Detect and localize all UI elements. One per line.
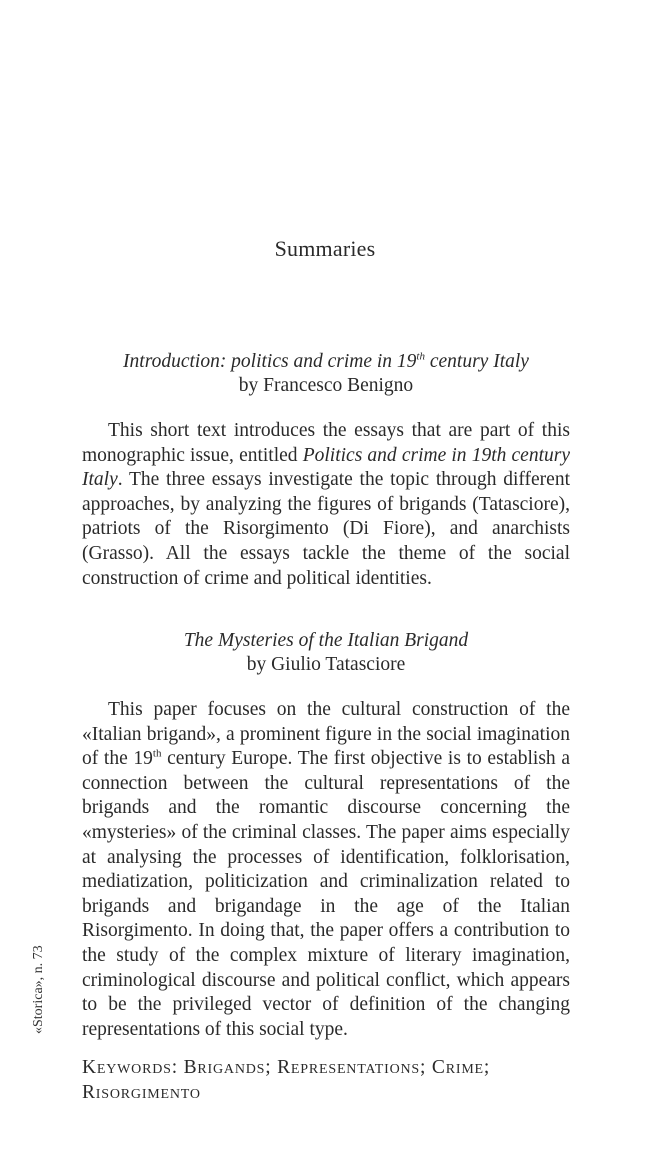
keywords: Keywords: Brigands; Representations; Crime; Risorgimento <box>82 1057 491 1103</box>
running-head: «Storica», n. 73 <box>31 945 46 1034</box>
summary-title: The Mysteries of the Italian Brigand <box>183 630 469 651</box>
summary-author: by Francesco Benigno <box>238 375 414 396</box>
summary-heading <box>82 350 570 398</box>
summary-heading <box>82 629 570 677</box>
summary-author: by Giulio Tatasciore <box>246 654 406 675</box>
summary-abstract: This short text introduces the essays that are part of this monographic issue, entitled Politics and crime in 19th century Italy. The three essays investigate the topic through different approaches, by analyzing the figures of brigands (Tatasciore), patriots of the Risorgimento (Di Fiore), and anarchists (Grasso). All the essays tackle the theme of the social construction of crime and political identities. <box>82 420 570 589</box>
summary-title: Introduction: politics and crime in 19th century Italy <box>123 350 529 372</box>
summary-benigno <box>82 350 570 591</box>
summary-abstract: This paper focuses on the cultural construction of the «Italian brigand», a prominent figure in the social imagination of the 19th century Europe. The first objective is to establish a connection between the cultural representations of the brigands and the romantic discourse concerning the «mysteries» of the criminal classes. The paper aims especially at analysing the processes of identification, folklorisation, mediatization, politicization and criminalization related to brigands and brigandage in the age of the Italian Risorgimento. In doing that, the paper offers a contribution to the study of the complex mixture of literary imagination, criminological discourse and political conflict, which appears to be the privileged vector of definition of the changing representations of this social type. <box>82 699 570 1040</box>
summary-tatasciore <box>82 629 570 1106</box>
page-title: Summaries <box>274 236 376 261</box>
